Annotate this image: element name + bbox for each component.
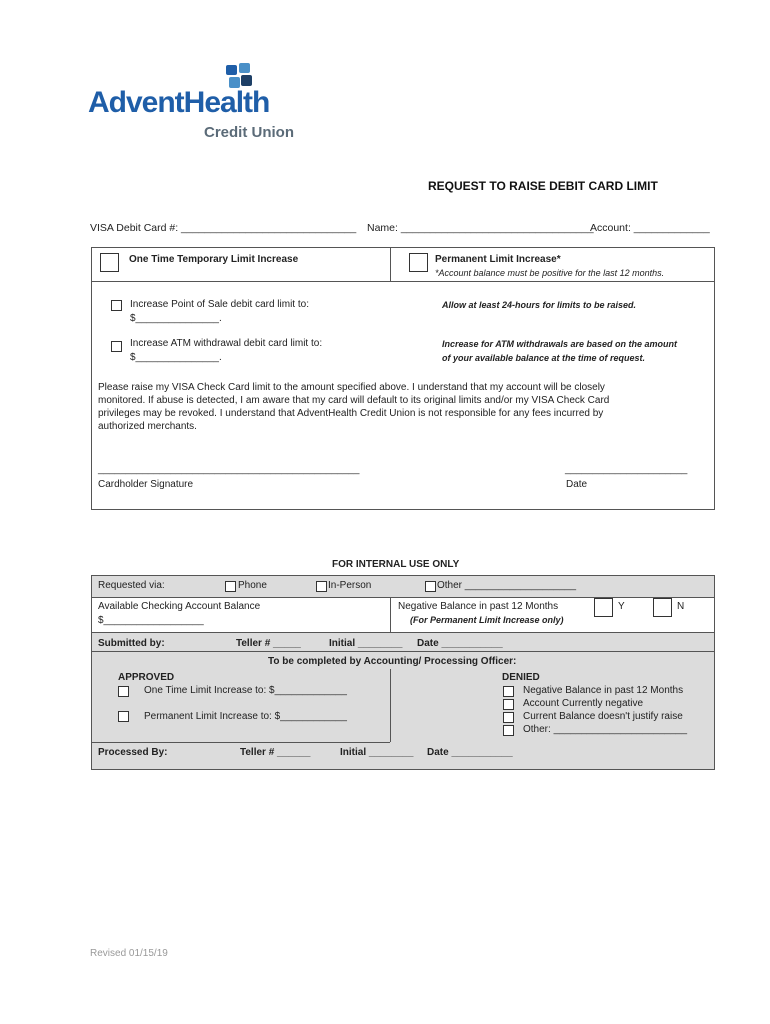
agreement-line: Please raise my VISA Check Card limit to the amount specified above. I understand that my account will be closely (98, 382, 605, 393)
date-label: Date (566, 479, 588, 490)
form-title: REQUEST TO RAISE DEBIT CARD LIMIT (428, 179, 658, 193)
denied-reason: Current Balance doesn't justify raise (523, 711, 683, 722)
revision-footer: Revised 01/15/19 (90, 948, 168, 959)
in-person-checkbox[interactable] (316, 581, 327, 592)
denied-checkbox[interactable] (503, 686, 514, 697)
divider (91, 742, 390, 743)
logo (88, 62, 308, 142)
internal-heading: FOR INTERNAL USE ONLY (332, 559, 460, 570)
denied-reason: Account Currently negative (523, 698, 644, 709)
yes-checkbox[interactable] (594, 598, 613, 617)
logo-subtitle: Credit Union (204, 124, 294, 141)
divider (91, 597, 715, 598)
accounting-heading: To be completed by Accounting/ Processing Officer: (268, 656, 517, 667)
approved-permanent-field[interactable]: Permanent Limit Increase to: $____________ (144, 711, 347, 722)
permanent-note: *Account balance must be positive for the last 12 months. (435, 268, 665, 278)
denied-heading: DENIED (502, 672, 540, 683)
signature-label: Cardholder Signature (98, 479, 194, 490)
initial-field[interactable]: Initial ________ (340, 747, 414, 758)
other-field[interactable]: Other ____________________ (437, 580, 577, 591)
agreement-line: monitored. If abuse is detected, I am aware that my card will default to its original limits and/or my VISA Check Card (98, 395, 610, 406)
other-checkbox[interactable] (425, 581, 436, 592)
one-time-label: One Time Temporary Limit Increase (129, 254, 299, 265)
requested-via-label: Requested via: (98, 580, 165, 591)
logo-wordmark: AdventHealth (88, 86, 270, 119)
date-field[interactable]: Date ___________ (427, 747, 513, 758)
name-field[interactable]: Name: _________________________________ (367, 222, 594, 234)
account-field[interactable]: Account: _____________ (590, 222, 710, 234)
atm-note: of your available balance at the time of request. (442, 353, 646, 363)
date-line[interactable]: ______________________ (565, 464, 688, 475)
atm-amount-field[interactable]: $_______________. (130, 352, 222, 363)
atm-checkbox[interactable] (111, 341, 122, 352)
approved-one-time-checkbox[interactable] (118, 686, 129, 697)
denied-checkbox[interactable] (503, 699, 514, 710)
pos-amount-field[interactable]: $_______________. (130, 313, 222, 324)
date-field[interactable]: Date ___________ (417, 638, 503, 649)
yes-label: Y (618, 601, 625, 612)
divider (390, 247, 391, 281)
divider (91, 632, 715, 633)
submitted-by-label: Submitted by: (98, 638, 165, 649)
teller-field[interactable]: Teller # ______ (240, 747, 311, 758)
initial-field[interactable]: Initial ________ (329, 638, 403, 649)
signature-line[interactable]: _______________________________________________ (98, 464, 360, 475)
phone-checkbox[interactable] (225, 581, 236, 592)
agreement-line: authorized merchants. (98, 421, 197, 432)
negative-balance-note: (For Permanent Limit Increase only) (410, 615, 564, 625)
pos-label: Increase Point of Sale debit card limit to: (130, 299, 309, 310)
no-checkbox[interactable] (653, 598, 672, 617)
teller-field[interactable]: Teller # _____ (236, 638, 301, 649)
negative-balance-label: Negative Balance in past 12 Months (398, 601, 559, 612)
denied-reason: Negative Balance in past 12 Months (523, 685, 684, 696)
divider (91, 651, 715, 652)
permanent-label: Permanent Limit Increase* (435, 254, 561, 265)
no-label: N (677, 601, 685, 612)
permanent-checkbox[interactable] (409, 253, 428, 272)
in-person-label: In-Person (328, 580, 372, 591)
divider (390, 597, 391, 632)
approved-permanent-checkbox[interactable] (118, 711, 129, 722)
approved-one-time-field[interactable]: One Time Limit Increase to: $_____________ (144, 685, 347, 696)
denied-checkbox[interactable] (503, 725, 514, 736)
visa-card-field[interactable]: VISA Debit Card #: ______________________________ (90, 222, 357, 234)
pos-checkbox[interactable] (111, 300, 122, 311)
available-balance-field[interactable]: $__________________ (98, 615, 204, 626)
divider (390, 669, 391, 742)
approved-heading: APPROVED (118, 672, 175, 683)
available-balance-label: Available Checking Account Balance (98, 601, 261, 612)
atm-note: Increase for ATM withdrawals are based on the amount (442, 339, 678, 349)
pos-note: Allow at least 24-hours for limits to be raised. (442, 300, 637, 310)
divider (91, 281, 715, 282)
agreement-line: privileges may be revoked. I understand that AdventHealth Credit Union is not responsible for any fees incurred by (98, 408, 604, 419)
denied-checkbox[interactable] (503, 712, 514, 723)
atm-label: Increase ATM withdrawal debit card limit to: (130, 338, 323, 349)
phone-label: Phone (238, 580, 267, 591)
one-time-checkbox[interactable] (100, 253, 119, 272)
denied-other-field[interactable]: Other: ________________________ (523, 724, 688, 735)
processed-by-label: Processed By: (98, 747, 168, 758)
